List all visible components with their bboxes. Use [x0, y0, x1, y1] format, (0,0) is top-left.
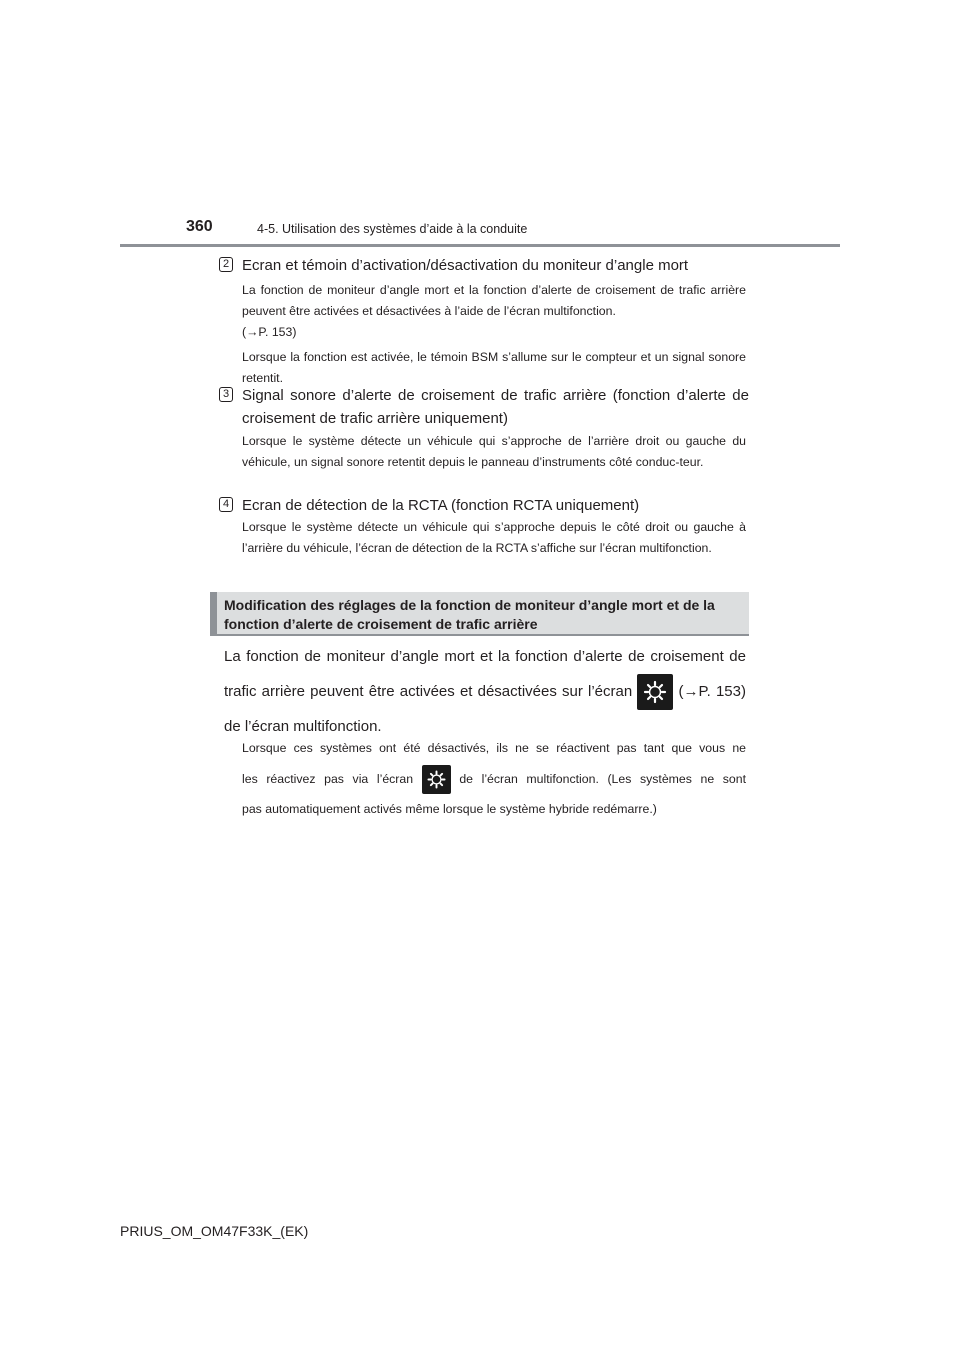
- item-2-heading: [219, 254, 749, 277]
- note-paragraph: [242, 738, 746, 820]
- callout-accent-bar: [210, 592, 217, 636]
- body-paragraph: Lorsque le système détecte un véhicule qui s’approche de l’arrière droit ou gauche du véhicule, un signal sonore retentit depuis le panneau d’instruments côté conduc-teur.: [242, 434, 746, 469]
- page-reference: (→P. 153): [242, 325, 297, 339]
- main-line-1: La fonction de moniteur d’angle mort et la fonction d’alerte de croisement de: [224, 648, 746, 665]
- item-2-body: [242, 280, 746, 389]
- document-code: PRIUS_OM_OM47F33K_(EK): [120, 1223, 309, 1239]
- item-title: Signal sonore d’alerte de croisement de trafic arrière (fonction d’alerte de croisement de trafic arrière uniquement): [242, 387, 749, 427]
- body-paragraph: Lorsque la fonction est activée, le témoin BSM s’allume sur le compteur et un signal sonore retentit.: [242, 350, 746, 385]
- main-line-3: de l’écran multifonction.: [224, 718, 382, 735]
- item-4-body: [242, 517, 746, 559]
- main-line-2: trafic arrière peuvent être activées et désactivées sur l’écran (→P. 153): [224, 669, 746, 715]
- item-4-heading: [219, 494, 749, 517]
- item-3-heading: [219, 384, 749, 430]
- item-number-badge: 3: [219, 387, 233, 402]
- item-title: Ecran de détection de la RCTA (fonction RCTA uniquement): [242, 497, 640, 514]
- note-line-1: Lorsque ces systèmes ont été désactivés, ils ne se réactivent pas tant que vous ne: [242, 741, 746, 755]
- note-line-3: pas automatiquement activés même lorsque le système hybride redémarre.): [242, 802, 657, 816]
- body-paragraph: Lorsque le système détecte un véhicule qui s’approche depuis le côté droit ou gauche à l’arrière du véhicule, l’écran de détection de la RCTA s’affiche sur l’écran multifonction.: [242, 520, 746, 555]
- page-number: 360: [186, 218, 213, 235]
- settings-gear-icon: [637, 674, 673, 710]
- item-number-badge: 4: [219, 497, 233, 512]
- note-line-2: les réactivez pas via l’écran de l’écran multifonction. (Les systèmes ne sont: [242, 759, 746, 799]
- callout-box: [210, 592, 749, 636]
- item-3-body: [242, 431, 746, 473]
- header-divider: [120, 244, 840, 247]
- item-number-badge: 2: [219, 257, 233, 272]
- settings-gear-icon: [422, 765, 451, 794]
- main-paragraph: [224, 645, 746, 739]
- section-title: 4-5. Utilisation des systèmes d’aide à la conduite: [257, 222, 528, 236]
- item-title: Ecran et témoin d’activation/désactivation du moniteur d’angle mort: [242, 257, 689, 274]
- callout-title: Modification des réglages de la fonction de moniteur d’angle mort et de la fonction d’alerte de croisement de trafic arrière: [224, 597, 715, 632]
- body-paragraph: La fonction de moniteur d’angle mort et la fonction d’alerte de croisement de trafic arrière peuvent être activées et désactivées à l’aide de l’écran multifonction.: [242, 283, 746, 318]
